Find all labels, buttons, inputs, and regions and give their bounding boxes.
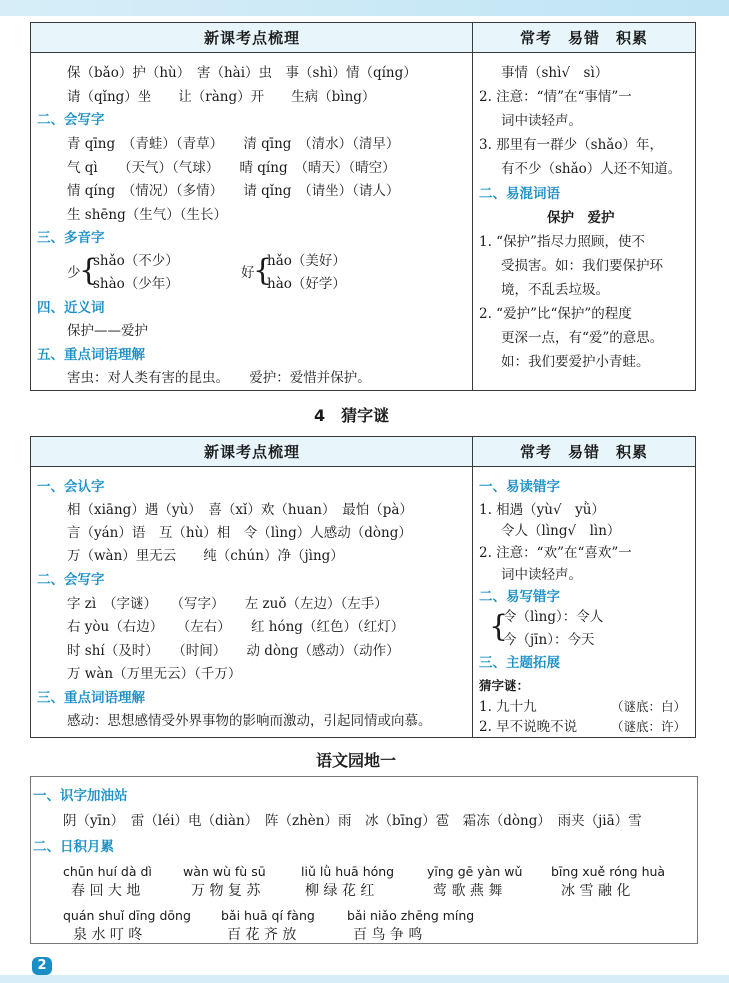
right-line: 令（lìng）：令人 <box>503 609 604 625</box>
idiom-pinyin: quán shuǐ dīng dōng <box>63 908 191 923</box>
left-line: 右 yòu（右边） （左右） 红 hóng（红色）（红灯） <box>67 619 405 635</box>
left-line: shào（少年） <box>93 276 179 292</box>
section-heading: 二、日积月累 <box>33 839 114 855</box>
left-line: 保护——爱护 <box>67 323 148 339</box>
idiom-hanzi: 柳 绿 花 红 <box>305 883 375 899</box>
idiom-hanzi: 莺 歌 燕 舞 <box>433 883 503 899</box>
right-line: 有不少（shǎo）人还不知道。 <box>501 161 682 177</box>
column-divider <box>472 437 473 737</box>
header-left: 新课考点梳理 <box>31 23 473 53</box>
left-line: 万（wàn）里无云 纯（chún）净（jìng） <box>67 548 344 564</box>
left-line: 害虫：对人类有害的昆虫。 爱护：爱惜并保护。 <box>67 370 371 386</box>
polyphone-char: 少 <box>67 265 81 281</box>
right-line: 1. 相遇（yù√ yǜ） <box>479 502 605 518</box>
section-heading: 一、识字加油站 <box>33 788 128 804</box>
section-heading: 一、会认字 <box>37 479 105 495</box>
right-line: 受损害。如：我们要保护环 <box>501 258 663 274</box>
literacy-chars: 阴（yīn） 雷（léi）电（diàn） 阵（zhèn）雨 冰（bīng）雹 霜冻（dòng） 雨夹（jiā）雪 <box>63 813 642 829</box>
section-heading: 二、会写字 <box>37 112 105 128</box>
section-heading: 五、重点词语理解 <box>37 347 145 363</box>
idiom-hanzi: 万 物 复 苏 <box>191 883 261 899</box>
section-heading: 三、主题拓展 <box>479 655 560 671</box>
left-line: hǎo（美好） <box>267 253 346 269</box>
polyphone-char: 好 <box>241 265 255 281</box>
right-subheading: 保护 爱护 <box>547 210 615 226</box>
header-right: 常考 易错 积累 <box>473 437 695 467</box>
right-line: 2. “爱护”比“保护”的程度 <box>479 306 632 322</box>
left-line: 请（qǐng）坐 让（ràng）开 生病（bìng） <box>67 89 376 105</box>
right-line: 2. 注意：“情”在“事情”一 <box>479 89 632 105</box>
lesson4-table <box>30 436 696 738</box>
right-line: 词中读轻声。 <box>501 567 582 583</box>
brace: { <box>489 609 509 644</box>
right-line: 1. “保护”指尽力照顾，使不 <box>479 234 645 250</box>
left-line: 字 zì （字谜） （写字） 左 zuǒ（左边）（左手） <box>67 596 388 612</box>
right-line: 令人（lìng√ lìn） <box>501 523 621 539</box>
section-heading: 四、近义词 <box>37 300 105 316</box>
idiom-pinyin: wàn wù fù sū <box>183 864 266 879</box>
riddle-answer: （谜底：许） <box>611 719 687 734</box>
section-heading: 三、多音字 <box>37 230 105 246</box>
garden-box <box>30 776 698 944</box>
lesson4-title: 4 猜字谜 <box>314 406 390 425</box>
top-color-band <box>0 0 729 16</box>
left-line: 时 shí（及时） （时间） 动 dòng（感动）（动作） <box>67 643 400 659</box>
left-line: 生 shēng（生气）（生长） <box>67 207 227 223</box>
right-line: 如：我们要爱护小青蛙。 <box>501 354 650 370</box>
idiom-pinyin: bīng xuě róng huà <box>551 864 666 879</box>
idiom-pinyin: chūn huí dà dì <box>63 864 152 879</box>
section-heading: 二、易写错字 <box>479 589 560 605</box>
idiom-hanzi: 百 花 齐 放 <box>227 927 297 943</box>
left-line: 相（xiāng）遇（yù） 喜（xǐ）欢（huan） 最怕（pà） <box>67 502 413 518</box>
brace: { <box>253 253 273 288</box>
idiom-pinyin: bǎi huā qí fàng <box>221 908 315 923</box>
section-heading: 二、易混词语 <box>479 186 560 202</box>
left-line: 万 wàn（万里无云）（千万） <box>67 666 242 682</box>
brace: { <box>79 253 99 288</box>
left-line: 青 qīng （青蛙）（青草） 清 qīng （清水）（清早） <box>67 136 400 152</box>
page-number-badge: 2 <box>32 957 52 975</box>
section-heading: 一、易读错字 <box>479 479 560 495</box>
idiom-hanzi: 泉 水 叮 咚 <box>73 927 143 943</box>
idiom-hanzi: 百 鸟 争 鸣 <box>353 927 423 943</box>
idiom-hanzi: 冰 雪 融 化 <box>561 883 631 899</box>
left-line: 情 qíng （情况）（多情） 请 qǐng （请坐）（请人） <box>67 183 400 199</box>
section-heading: 二、会写字 <box>37 572 105 588</box>
header-right: 常考 易错 积累 <box>473 23 695 53</box>
lesson3-table <box>30 22 696 391</box>
right-line: 境，不乱丢垃圾。 <box>501 282 609 298</box>
right-line: 2. 早不说晚不说 <box>479 719 578 735</box>
left-line: 气 qì （天气）（气球） 晴 qíng （晴天）（晴空） <box>67 160 396 176</box>
riddle-answer: （谜底：白） <box>611 699 687 714</box>
idiom-hanzi: 春 回 大 地 <box>71 883 141 899</box>
right-line: 2. 注意：“欢”在“喜欢”一 <box>479 545 632 561</box>
idiom-pinyin: liǔ lǜ huā hóng <box>301 864 395 879</box>
right-line: 3. 那里有一群少（shǎo）年， <box>479 137 663 153</box>
bottom-color-band <box>0 975 729 983</box>
left-line: hào（好学） <box>267 276 346 292</box>
right-line: 今（jīn）：今天 <box>503 632 595 648</box>
idiom-pinyin: yīng gē yàn wǔ <box>427 864 523 879</box>
left-line: 言（yán）语 互（hù）相 令（lìng）人感动（dòng） <box>67 525 412 541</box>
idiom-pinyin: bǎi niǎo zhēng míng <box>347 908 475 923</box>
right-line: 词中读轻声。 <box>501 113 582 129</box>
right-line: 更深一点，有“爱”的意思。 <box>501 330 664 346</box>
left-line: 感动：思想感情受外界事物的影响而激动，引起同情或向慕。 <box>67 713 432 729</box>
right-line: 1. 九十九 <box>479 699 537 715</box>
right-line: 事情（shì√ sì） <box>501 65 609 81</box>
left-line: 保（bǎo）护（hù） 害（hài）虫 事（shì）情（qíng） <box>67 65 417 81</box>
left-line: shǎo（不少） <box>93 253 179 269</box>
garden-title: 语文园地一 <box>316 751 397 770</box>
header-left: 新课考点梳理 <box>31 437 473 467</box>
right-subheading: 猜字谜： <box>479 678 530 693</box>
section-heading: 三、重点词语理解 <box>37 690 145 706</box>
column-divider <box>472 23 473 390</box>
